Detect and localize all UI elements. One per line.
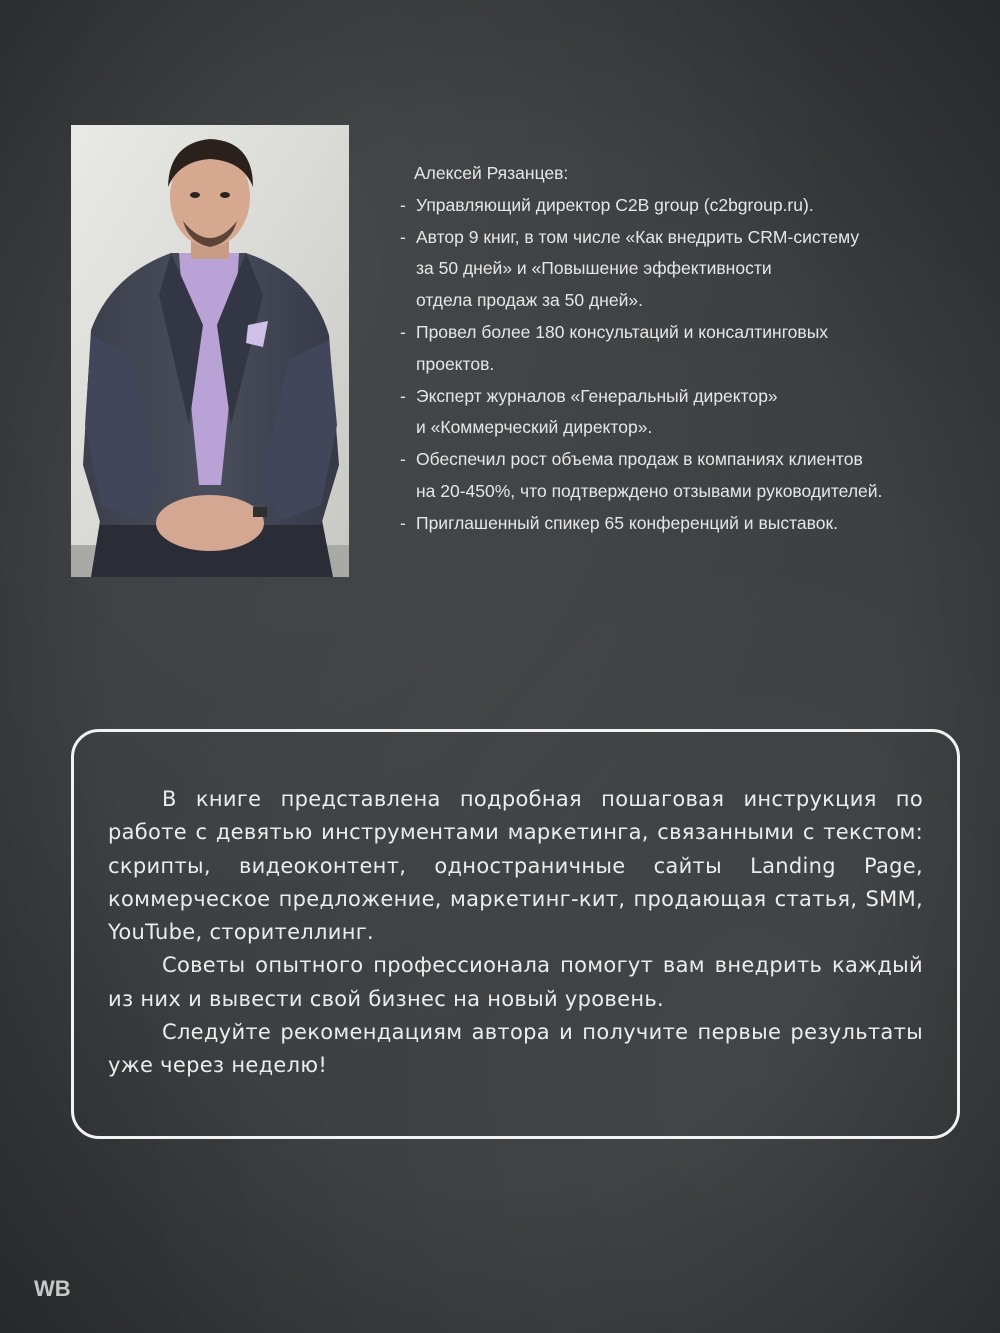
bio-item bbox=[400, 222, 980, 317]
bio-item-text: Провел более 180 консультаций и консалтинговых проектов. bbox=[416, 321, 829, 374]
bullet-dash: - bbox=[400, 385, 406, 406]
bio-item bbox=[400, 444, 980, 508]
description-paragraph: Следуйте рекомендациям автора и получите первые результаты уже через неделю! bbox=[108, 1020, 923, 1078]
bullet-dash: - bbox=[400, 226, 406, 247]
bio-item-text: Эксперт журналов «Генеральный директор» и «Коммерческий директор». bbox=[416, 385, 778, 438]
book-description bbox=[108, 783, 923, 1083]
bullet-dash: - bbox=[400, 321, 406, 342]
bullet-dash: - bbox=[400, 194, 406, 215]
bullet-dash: - bbox=[400, 512, 406, 533]
description-paragraph: Советы опытного профессионала помогут вам внедрить каждый из них и вывести свой бизнес на новый уровень. bbox=[108, 953, 923, 1011]
author-bio bbox=[400, 158, 980, 540]
bio-item bbox=[400, 317, 980, 381]
bio-item-text: Приглашенный спикер 65 конференций и выставок. bbox=[416, 512, 838, 533]
author-photo bbox=[71, 125, 349, 577]
bio-item-text: Управляющий директор C2B group (c2bgroup.ru). bbox=[416, 194, 814, 215]
bio-item bbox=[400, 190, 980, 222]
description-paragraph: В книге представлена подробная пошаговая инструкция по работе с девятью инструментами маркетинга, связанными с текстом: скрипты, видеоконтент, одностраничные сайты Landing Page, коммерческое предложение, маркетинг-кит, продающая статья, SMM, YouTube, сторителлинг. bbox=[108, 787, 923, 945]
bio-item bbox=[400, 508, 980, 540]
bullet-dash: - bbox=[400, 449, 406, 470]
bio-item-text: Автор 9 книг, в том числе «Как внедрить CRM-систему за 50 дней» и «Повышение эффективности отдела продаж за 50 дней». bbox=[416, 226, 860, 311]
bio-item bbox=[400, 381, 980, 445]
author-name: Алексей Рязанцев: bbox=[414, 163, 569, 183]
bio-item-text: Обеспечил рост объема продаж в компаниях клиентов на 20-450%, что подтверждено отзывами руководителей. bbox=[416, 449, 883, 501]
author-portrait-image bbox=[71, 125, 349, 577]
wb-watermark: WB bbox=[34, 1276, 71, 1301]
